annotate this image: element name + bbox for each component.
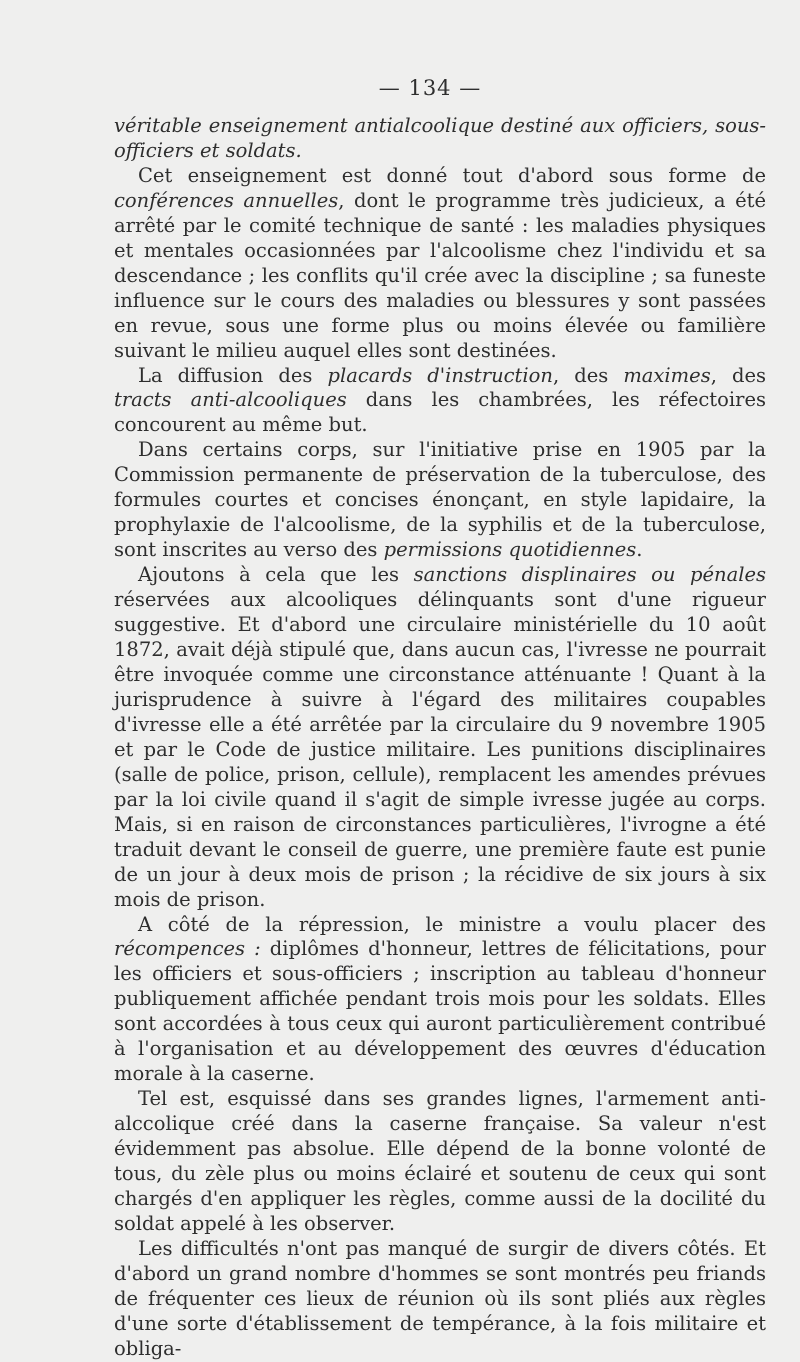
- text-run: Ajoutons à cela que les: [138, 563, 414, 587]
- italic-run: maximes: [623, 363, 711, 387]
- italic-run: tracts anti-alcooliques: [114, 388, 347, 412]
- text-run: La diffusion des: [138, 363, 328, 387]
- text-run: .: [636, 538, 643, 562]
- page-number: — 134 —: [378, 76, 482, 100]
- text-run: Cet enseignement est donné tout d'abord sous forme de: [138, 163, 766, 187]
- paragraph-p1: [114, 114, 766, 164]
- text-run: A côté de la répression, le ministre a voulu placer des: [138, 912, 766, 936]
- text-run: Dans certains corps, sur l'initiative prise en 1905 par la Commission permanente de préservation de la tuberculose, des formules courtes et concises énonçant, en style lapidaire, la prophylaxie de l'alcoolisme, de la syphilis et de la tuberculose, sont inscrites au verso des: [114, 438, 766, 562]
- body-text: [114, 114, 766, 1362]
- italic-run: placards d'instruction: [327, 363, 553, 387]
- text-run: , dont le programme très judicieux, a été arrêté par le comité technique de santé : les maladies physiques et mentales occasionnées par l'alcoolisme chez l'individu et sa descendance ; les conflits qu'il crée avec la discipline ; sa funeste influence sur le cours des maladies ou blessures y sont passées en revue, sous une forme plus ou moins élevée ou familière suivant le milieu auquel elles sont destinées.: [114, 188, 766, 362]
- paragraph-p4: [114, 438, 766, 563]
- text-run: diplômes d'honneur, lettres de félicitations, pour les officiers et sous-officiers ; inscription au tableau d'honneur publiquement affichée pendant trois mois pour les soldats. Elles sont accordées à tous ceux qui auront particulièrement contribué à l'organisation et au développement des œuvres d'éducation morale à la caserne.: [114, 937, 766, 1086]
- text-run: , des: [552, 363, 624, 387]
- italic-run: permissions quotidiennes: [383, 538, 637, 562]
- paragraph-p6: [114, 913, 766, 1088]
- italic-run: véritable enseignement antialcoolique destiné aux officiers, sous-officiers et soldats.: [114, 114, 766, 162]
- italic-run: conférences annuelles: [114, 188, 339, 212]
- text-run: , des: [710, 363, 767, 387]
- text-run: dans les chambrées, les réfectoires concourent au même but.: [114, 388, 766, 437]
- paragraph-p5: [114, 563, 766, 912]
- text-run: réservées aux alcooliques délinquants sont d'une rigueur suggestive. Et d'abord une circulaire ministérielle du 10 août 1872, avait déjà stipulé que, dans aucun cas, l'ivresse ne pourrait être invoquée comme une circonstance atténuante ! Quant à la jurisprudence à suivre à l'égard des militaires coupables d'ivresse elle a été arrêtée par la circulaire du 9 novembre 1905 et par le Code de justice militaire. Les punitions disciplinaires (salle de police, prison, cellule), remplacent les amendes prévues par la loi civile quand il s'agit de simple ivresse jugée au corps. Mais, si en raison de circonstances particulières, l'ivrogne a été traduit devant le conseil de guerre, une première faute est punie de un jour à deux mois de prison ; la récidive de six jours à six mois de prison.: [114, 588, 766, 911]
- italic-run: sanctions displinaires ou pénales: [413, 563, 766, 587]
- paragraph-p3: [114, 364, 766, 439]
- paragraph-p8: [114, 1237, 766, 1362]
- text-run: Les difficultés n'ont pas manqué de surgir de divers côtés. Et d'abord un grand nombre d'hommes se sont montrés peu friands de fréquenter ces lieux de réunion où ils sont pliés aux règles d'une sorte d'établissement de tempérance, à la fois militaire et obliga-: [114, 1236, 766, 1360]
- paragraph-p7: [114, 1087, 766, 1237]
- paragraph-p2: [114, 164, 766, 364]
- text-run: Tel est, esquissé dans ses grandes lignes, l'armement anti-alccolique créé dans la caserne française. Sa valeur n'est évidemment pas absolue. Elle dépend de la bonne volonté de tous, du zèle plus ou moins éclairé et soutenu de ceux qui sont chargés d'en appliquer les règles, comme aussi de la docilité du soldat appelé à les observer.: [114, 1087, 766, 1235]
- italic-run: récompences :: [114, 937, 261, 961]
